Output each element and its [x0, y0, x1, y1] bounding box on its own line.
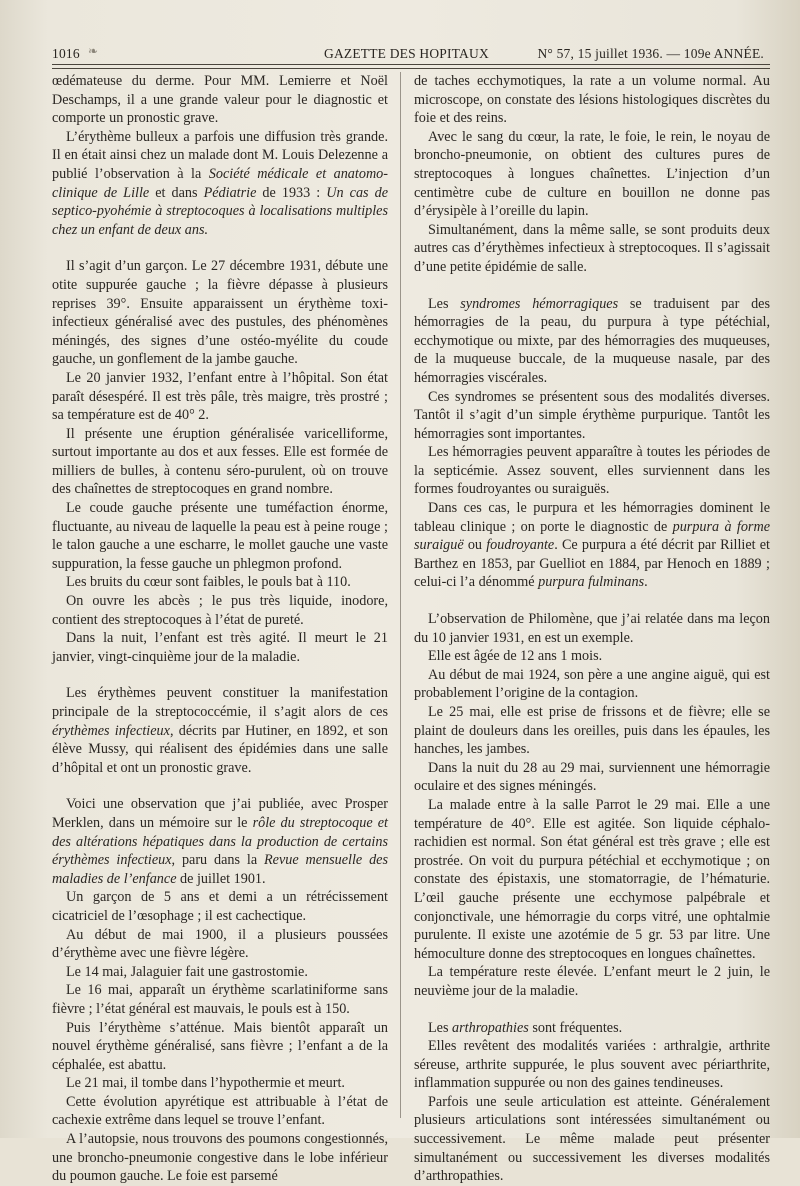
paragraph: A l’autopsie, nous trouvons des poumons congestionnés, une broncho-pneumonie congestive dans le lobe inférieur du poumon gauche. Le foie est parsemé [52, 1131, 388, 1185]
paragraph: Les hémorragies peuvent apparaître à toutes les périodes de la septicémie. Assez souvent, elles surviennent dans les formes foudroyantes ou suraiguës. [414, 444, 770, 498]
paragraph: L’observation de Philomène, que j’ai relatée dans ma leçon du 10 janvier 1931, en est un exemple. [414, 611, 770, 646]
paragraph: Au début de mai 1900, il a plusieurs poussées d’érythème avec une fièvre légère. [52, 926, 388, 962]
paragraph: Cette évolution apyrétique est attribuable à l’état de cachexie extrême dans lequel se trouve l’enfant. [52, 1093, 388, 1129]
paragraph: Le 20 janvier 1932, l’enfant entre à l’hôpital. Son état paraît désespéré. Il est très pâle, très maigre, très prostré ; sa température est de 40° 2. [52, 369, 388, 424]
paragraph: La température reste élevée. L’enfant meurt le 2 juin, le neuvième jour de la maladie. [414, 964, 770, 999]
header-rule [52, 68, 770, 69]
paragraph: Le 14 mai, Jalaguier fait une gastrostomie. [66, 963, 308, 980]
paragraph: Ces syndromes se présentent sous des modalités diverses. Tantôt il s’agit d’un simple érythème purpurique. Tantôt les hémorragies sont importantes. [414, 388, 770, 442]
left-column [52, 72, 389, 1185]
paragraph: Elle est âgée de 12 ans 1 mois. [428, 648, 603, 665]
page-header [52, 46, 772, 66]
paragraph: Elles revêtent des modalités variées : arthralgie, arthrite séreuse, arthrite suppurée, le plus souvent avec périarthrite, inflammation suppurée ou non des gaines tendineuses. [414, 1038, 770, 1092]
paragraph: Les bruits du cœur sont faibles, le pouls bat à 110. [66, 574, 351, 591]
paragraph: Un garçon de 5 ans et demi a un rétrécissement cicatriciel de l’œsophage ; il est cachectique. [52, 889, 388, 924]
section-gap [52, 239, 388, 257]
paragraph: La malade entre à la salle Parrot le 29 mai. Elle a une température de 40°. Elle est agitée. Son liquide céphalo-rachidien est normal. Son état général est très grave ; elle est prostrée. On voit du purpura pétéchial et ecchymotique ; on constate des épistaxis, une stomatorragie, de l’hématurie. L’œil gauche présente une ecchymose palpébrale et conjonctivale, une hémorragie du corps vitré, une ophtalmie purulente. Il existe une azotémie de 5 gr. 53 par litre. Une hémoculture donne des streptocoques en longues chaînettes. [414, 796, 770, 962]
ornament-icon: ❧ [88, 44, 99, 58]
paragraph: Dans la nuit, l’enfant est très agité. Il meurt le 21 janvier, vingt-cinquième jour de la maladie. [52, 630, 388, 665]
paragraph: Parfois une seule articulation est atteinte. Généralement plusieurs articulations sont intéressées simultanément ou successivement. Le même malade peut présenter simultanément ou successivement les diverses modalités d’arthropathies. [414, 1093, 770, 1185]
paragraph: Dans la nuit du 28 au 29 mai, surviennent une hémorragie oculaire et des signes méningés. [414, 759, 770, 795]
section-gap [414, 277, 770, 295]
right-column [414, 72, 770, 1185]
paragraph: Le coude gauche présente une tuméfaction énorme, fluctuante, au niveau de laquelle la peau est à peine rouge ; le talon gauche a une escharre, le mollet gauche une vaste suppuration, la fesse gauche un phlegmon profond. [52, 500, 388, 572]
page-number: 1016 [52, 46, 80, 61]
paragraph: Puis l’érythème s’atténue. Mais bientôt apparaît un nouvel érythème généralisé, sans fièvre ; l’enfant a de la céphalée, est abattu. [52, 1019, 388, 1073]
paragraph: Dans ces cas, le purpura et les hémorragies dominent le tableau clinique ; on porte le diagnostic de purpura à forme suraiguë ou foudroyante. Ce purpura a été décrit par Rilliet et Barthez en 1853, par Guelliot en 1884, par Henoch en 1889 ; celui-ci l’a dénommé purpura fulminans. [414, 500, 770, 591]
section-gap [52, 666, 388, 684]
paragraph: de taches ecchymotiques, la rate a un volume normal. Au microscope, on constate des lésions histologiques discrètes du foie et des reins. [414, 73, 770, 127]
section-gap [414, 592, 770, 610]
paragraph: Au début de mai 1924, son père a une angine aiguë, qui est probablement l’origine de la contagion. [414, 666, 770, 702]
paragraph: Avec le sang du cœur, la rate, le foie, le rein, le noyau de broncho-pneumonie, on obtient des cultures pures de streptocoques à longues chaînettes. L’injection d’un centimètre cube de culture en bouillon ne donne pas d’érysipèle à l’oreille du lapin. [414, 128, 770, 220]
paragraph: Il s’agit d’un garçon. Le 27 décembre 1931, débute une otite suppurée gauche ; la fièvre dépasse à plusieurs reprises 39°. Ensuite apparaissent un érythème toxi-infectieux généralisé avec des pustules, des phénomènes méningés, des signes d’une ostéo-myélite du coude gauche, un gonflement de la jambe gauche. [52, 258, 388, 368]
issue-info: N° 57, 15 juillet 1936. — 109e ANNÉE. [537, 46, 764, 61]
paragraph: L’érythème bulleux a parfois une diffusion très grande. Il en était ainsi chez un malade dont M. Louis Delezenne a publié l’observation à la Société médicale et anatomo-clinique de Lille et dans Pédiatrie de 1933 : Un cas de septico-pyohémie à streptocoques à localisations multiples chez un enfant de deux ans. [52, 128, 389, 238]
header-rule [52, 64, 770, 65]
paragraph: Les érythèmes peuvent constituer la manifestation principale de la streptococcémie, il s’agit alors de ces érythèmes infectieux, décrits par Hutiner, en 1892, et son élève Mussy, qui réalisent des épidémies dans une salle d’hôpital et ont un pronostic grave. [52, 685, 389, 776]
section-gap [52, 777, 388, 795]
paragraph: On ouvre les abcès ; le pus très liquide, inodore, contient des streptocoques à l’état de pureté. [52, 593, 388, 628]
journal-title: GAZETTE DES HOPITAUX [324, 46, 489, 61]
paragraph: Le 16 mai, apparaît un érythème scarlatiniforme sans fièvre ; l’état général est mauvais, le pouls est à 150. [52, 982, 388, 1017]
paragraph: Voici une observation que j’ai publiée, avec Prosper Merklen, dans un mémoire sur le rôle du streptocoque et des altérations hépatiques dans la production de certains érythèmes infectieux, paru dans la Revue mensuelle des maladies de l’enfance de juillet 1901. [52, 796, 389, 887]
section-gap [414, 1001, 770, 1019]
paragraph: Simultanément, dans la même salle, se sont produits deux autres cas d’érythèmes infectieux à streptocoques. Il s’agissait d’une petite épidémie de salle. [414, 221, 770, 275]
paragraph: œdémateuse du derme. Pour MM. Lemierre et Noël Deschamps, il a une grande valeur pour le diagnostic et comporte un pronostic grave. [52, 73, 388, 127]
paragraph: Le 21 mai, il tombe dans l’hypothermie et meurt. [66, 1075, 345, 1092]
paragraph: Les arthropathies sont fréquentes. [428, 1019, 623, 1036]
paragraph: Il présente une éruption généralisée varicelliforme, surtout importante au dos et aux fesses. Elle est formée de milliers de bulles, à contenu séro-purulent, où on trouve des chaînettes de streptocoques en grand nombre. [52, 425, 388, 498]
paragraph: Le 25 mai, elle est prise de frissons et de fièvre; elle se plaint de douleurs dans les oreilles, puis dans les épaules, les hanches, les jambes. [414, 704, 770, 758]
paragraph: Les syndromes hémorragiques se traduisent par des hémorragies de la peau, du purpura à type pétéchial, ecchymotique ou mixte, par des hémorragies des muqueuses, de la muqueuse buccale, de la muqueuse nasale, par des hémorragies viscérales. [414, 295, 770, 386]
column-divider [400, 72, 401, 1118]
